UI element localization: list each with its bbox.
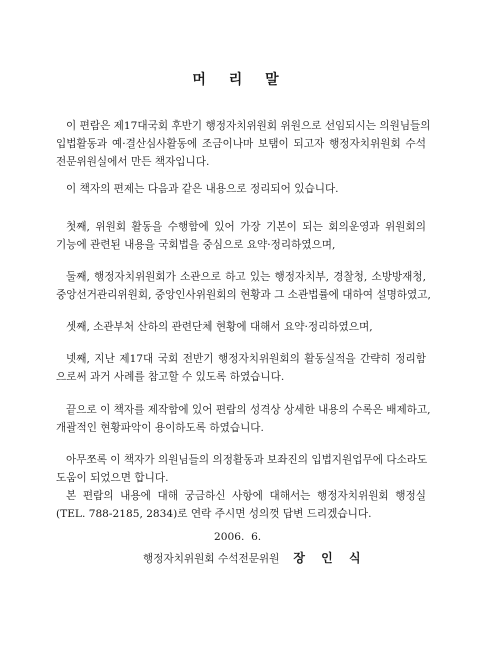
paragraph-closing (56, 401, 431, 437)
paragraph-line: 끝으로 이 책자를 제작함에 있어 편람의 성격상 상세한 내용의 수록은 배제하고, (66, 404, 431, 416)
paragraph-line: 둘째, 행정자치위원회가 소관으로 하고 있는 행정자치부, 경찰청, 소방방재청, (66, 271, 426, 283)
paragraph-line: 도움이 되었으면 합니다. (56, 472, 169, 484)
paragraph-fourth (56, 350, 426, 386)
paragraph-line: 이 책자의 편제는 다음과 같은 내용으로 정리되어 있습니다. (66, 183, 339, 195)
paragraph-line: (TEL. 788-2185, 2834)로 연락 주시면 성의껏 답변 드리겠습니다. (56, 508, 372, 520)
paragraph-line: 개괄적인 현황파악이 용이하도록 하였습니다. (56, 422, 264, 434)
document-title: 머 리 말 (192, 72, 288, 88)
signature-position: 행정자치위원회 수석전문위원 (143, 553, 280, 565)
paragraph-third (56, 318, 426, 336)
paragraph-line: 첫째, 위원회 활동을 수행함에 있어 가장 기본이 되는 회의운영과 위원회의 (66, 221, 426, 233)
paragraph-structure (56, 180, 426, 198)
paragraph-first (56, 218, 426, 254)
paragraph-line: 이 편람은 제17대국회 후반기 행정자치위원회 위원으로 선임되시는 의원님들의 (66, 120, 431, 132)
paragraph-intro (56, 117, 431, 171)
paragraph-line: 넷째, 지난 제17대 국회 전반기 행정자치위원회의 활동실적을 간략히 정리함 (66, 353, 426, 365)
paragraph-line: 본 편람의 내용에 대해 궁금하신 사항에 대해서는 행정자치위원회 행정실 (66, 490, 426, 502)
paragraph-line: 중앙선거관리위원회, 중앙인사위원회의 현황과 그 소관법률에 대하여 설명하였고, (56, 289, 431, 301)
paragraph-line: 셋째, 소관부처 산하의 관련단체 현황에 대해서 요약·정리하였으며, (66, 321, 373, 333)
paragraph-line: 기능에 관련된 내용을 국회법을 중심으로 요약·정리하였으며, (56, 239, 336, 251)
signature-name: 장 인 식 (293, 551, 367, 565)
paragraph-contact (56, 451, 426, 523)
paragraph-line: 입법활동과 예·결산심사활동에 조금이나마 보탬이 되고자 행정자치위원회 수석 (56, 138, 426, 150)
paragraph-second (56, 268, 431, 304)
signature-block (143, 549, 367, 566)
paragraph-line: 아무쪼록 이 책자가 의원님들의 의정활동과 보좌진의 입법지원업무에 다소라도 (66, 454, 428, 466)
document-date: 2006. 6. (214, 531, 262, 543)
paragraph-line: 으로써 과거 사례를 참고할 수 있도록 하였습니다. (56, 371, 285, 383)
paragraph-line: 전문위원실에서 만든 책자입니다. (56, 156, 210, 168)
